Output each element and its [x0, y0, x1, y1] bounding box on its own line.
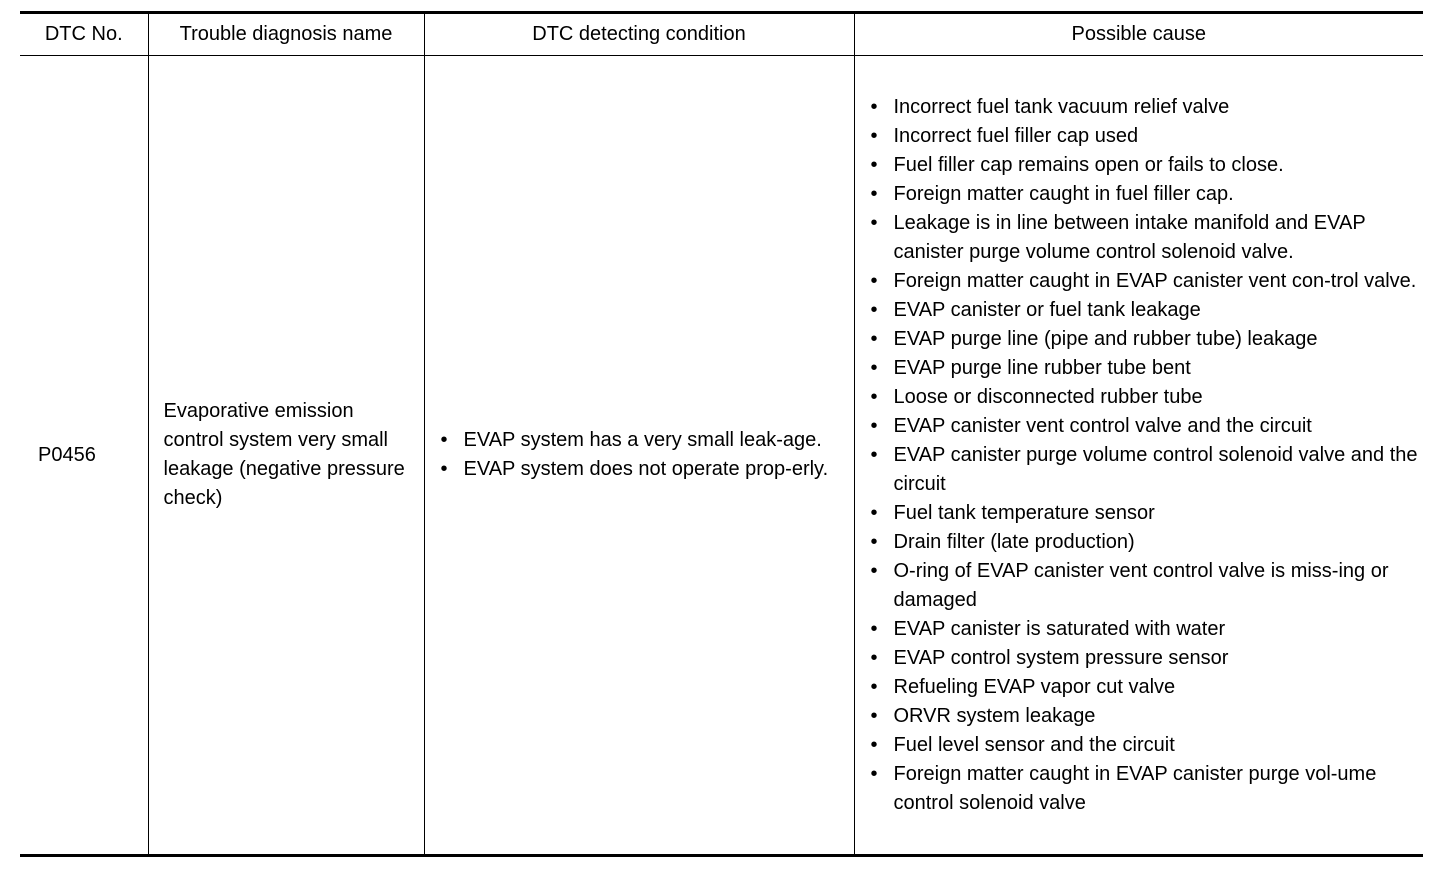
list-item: • EVAP canister is saturated with water	[869, 615, 1420, 644]
list-item: • Incorrect fuel tank vacuum relief valve	[869, 93, 1420, 122]
detecting-condition-cell	[424, 56, 854, 856]
list-item: • Refueling EVAP vapor cut valve	[869, 673, 1420, 702]
list-item: • EVAP canister vent control valve and the circuit	[869, 412, 1420, 441]
list-item: • EVAP purge line (pipe and rubber tube) leakage	[869, 325, 1420, 354]
list-item: • EVAP system has a very small leak-age.	[439, 426, 850, 455]
list-item: • Incorrect fuel filler cap used	[869, 122, 1420, 151]
list-item: • Foreign matter caught in EVAP canister purge vol-ume control solenoid valve	[869, 760, 1420, 818]
list-item: • Foreign matter caught in EVAP canister vent con-trol valve.	[869, 267, 1420, 296]
list-item: • EVAP purge line rubber tube bent	[869, 354, 1420, 383]
table-header	[20, 13, 1423, 56]
list-item: • Fuel tank temperature sensor	[869, 499, 1420, 528]
diagnosis-name: Evaporative emission control system very small leakage (negative pressure check)	[148, 56, 424, 856]
detecting-condition-list	[439, 426, 850, 484]
list-item: • ORVR system leakage	[869, 702, 1420, 731]
list-item: • EVAP system does not operate prop-erly.	[439, 455, 850, 484]
table-body	[20, 56, 1423, 856]
possible-cause-list	[869, 93, 1420, 818]
list-item: • Fuel level sensor and the circuit	[869, 731, 1420, 760]
list-item: • EVAP canister or fuel tank leakage	[869, 296, 1420, 325]
header-diagnosis-name: Trouble diagnosis name	[148, 13, 424, 56]
header-dtc-no: DTC No.	[20, 13, 148, 56]
possible-cause-cell	[854, 56, 1423, 856]
list-item: • Fuel filler cap remains open or fails to close.	[869, 151, 1420, 180]
list-item: • EVAP canister purge volume control solenoid valve and the circuit	[869, 441, 1420, 499]
list-item: • O-ring of EVAP canister vent control valve is miss-ing or damaged	[869, 557, 1420, 615]
list-item: • EVAP control system pressure sensor	[869, 644, 1420, 673]
dtc-number: P0456	[20, 56, 148, 856]
list-item: • Leakage is in line between intake manifold and EVAP canister purge volume control solenoid valve.	[869, 209, 1420, 267]
dtc-table	[20, 11, 1423, 857]
list-item: • Foreign matter caught in fuel filler cap.	[869, 180, 1420, 209]
header-detecting-condition: DTC detecting condition	[424, 13, 854, 56]
header-row	[20, 13, 1423, 56]
table-row	[20, 56, 1423, 856]
list-item: • Drain filter (late production)	[869, 528, 1420, 557]
header-possible-cause: Possible cause	[854, 13, 1423, 56]
list-item: • Loose or disconnected rubber tube	[869, 383, 1420, 412]
